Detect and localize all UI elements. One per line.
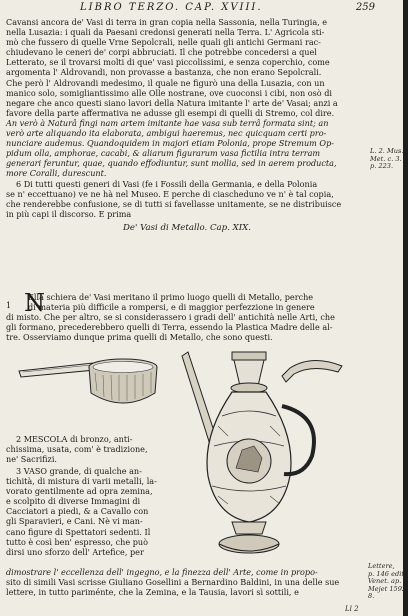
text-line: chissima, usata, com' è tradizione, — [6, 444, 148, 455]
paragraph-3 — [6, 466, 176, 557]
text-line: tichità, di mistura di varii metalli, la- — [6, 476, 157, 487]
text-line: 2 MESCOLA di bronzo, anti- — [16, 434, 133, 444]
paragraph-number: 1 — [6, 300, 12, 310]
latin-quote-line: more Coralli, durescunt. — [6, 168, 107, 179]
text-line: chiudevano le ceneri de' corpi abbruciati. Il che potrebbe concedersi a quel — [6, 47, 317, 58]
text-line: Che però l' Aldrovandi medesimo, il quale ne figurò una della Lusazia, con un — [6, 77, 325, 88]
text-line: tre. Osserviamo dunque prima quelli di Metallo, che sono questi. — [6, 332, 273, 343]
text-line: dimostrare l' eccellenza dell' ingegno, e la finezza dell' Arte, come in propo- — [6, 567, 318, 577]
latin-quote-line: verò arte aliquando ita elaborata, ambigui haeremus, nec quicquam certi pro- — [6, 128, 327, 139]
text-line: nella Lusazia: i quali da Paesani credonsi generati nella Terra. L' Agricola sti- — [6, 27, 325, 38]
margin-note-line: 8. — [368, 592, 375, 601]
text-line: di materia più difficile a rompersi, e di maggior perfezzione in genere — [28, 302, 315, 313]
section-heading: De' Vasi di Metallo. Cap. XIX. — [123, 222, 251, 233]
margin-note-line: L. 2. Mus. — [370, 147, 404, 155]
latin-quote-line: nunciare audemus. Quandoquidem in majori etiam Polonia, prope Stremum Op- — [6, 138, 334, 149]
text-line: sito di simili Vasi scrisse Giuliano Gosellini a Bernardino Baldini, in una delle sue — [6, 577, 340, 588]
text-line: ne' Sacrifizi. — [6, 454, 57, 465]
margin-note-line: Mejet 1592. — [368, 584, 408, 593]
text-line: negare che anco questi siano lavori della Natura imitante l' arte de' Vasai; anzi a — [6, 97, 338, 108]
text-line: se n' eccettuano) ve ne hà nel Museo. E perche di ciascheduno ve n' è tal copia, — [6, 188, 334, 199]
text-line: Ella schiera de' Vasi meritano il primo luogo quelli di Metallo, perche — [28, 292, 314, 302]
text-line: lettere, in tutto pariménte, che la Zemina, e la Tausia, lavori sì sottili, e — [6, 587, 299, 598]
text-line: Cacciatori a piedi, & a Cavallo con — [6, 506, 149, 517]
latin-quote-line: pidum olla, amphorae, cacabi, & aliarum figurarum vasa fictilia intra terram — [6, 148, 321, 159]
paragraph-2 — [6, 434, 176, 464]
text-line: gli formano, precederebbero quelli di Terra, essendo la Plastica Madre delle al- — [6, 322, 333, 333]
latin-quote-line: An verò à Naturâ fingi nam artem imitante hae vasa sub terrâ formata sint; an — [6, 117, 329, 128]
text-line: in più capi il discorso. E prima — [6, 208, 132, 219]
text-line: Cavansi ancora de' Vasi di terra in gran copia nella Sassonia, nella Turingia, e — [6, 17, 328, 27]
text-line: 6 Di tutti questi generi di Vasi (fe i Fossili della Germania, e della Polonia — [16, 178, 318, 189]
text-line: cano figure di Spettatori sedenti. Il — [6, 526, 151, 537]
text-line: dirsi uno sforzo dell' Artefice, per — [6, 546, 144, 557]
margin-note-top — [370, 148, 403, 171]
chapter-paragraph-1 — [6, 289, 368, 343]
text-line: argomenta l' Aldrovandi, non provasse a bastanza, che non erano Sepolcrali. — [6, 67, 322, 78]
drop-cap: N — [24, 289, 45, 317]
text-block-bottom — [6, 567, 366, 597]
text-line: gli Sparavieri, e Cani. Nè vi man- — [6, 516, 143, 527]
margin-note-line: Lettere, — [368, 562, 395, 570]
text-line: tutto è così ben' espresso, che può — [6, 536, 148, 547]
text-line: che renderebbe confusione, se di tutti si favellasse unitamente, se ne distribuisce — [6, 198, 342, 209]
text-line: vorato gentilmente ad opra zemina, — [6, 486, 153, 497]
latin-quote-line: generari feruntur, quae, quando effodiuntur, sunt mollia, sed in aerem producta, — [6, 158, 337, 169]
running-header — [30, 2, 375, 16]
signature-mark: Ll 2 — [345, 605, 359, 613]
margin-note-line: Met. c. 3. — [370, 154, 402, 163]
margin-note-line: p. 223. — [370, 162, 394, 171]
text-block-top — [6, 17, 368, 235]
margin-note-bottom — [368, 563, 408, 601]
text-line: favore della parte affermativa ne adusse gli esempi di quelli di Stremo, col dire. — [6, 107, 335, 118]
margin-note-line: Venet. ap. — [368, 577, 402, 586]
text-line: e scolpito di diverse Immagini di — [6, 496, 141, 507]
text-line: manico solo, somigliantissimo alle Olle nostrane, ove cuoconsi i cibi, non osò di — [6, 87, 333, 98]
text-line: mò che fussero di quelle Vrne Sepolcrali, nelle quali gli antichi Germani rac- — [6, 37, 321, 48]
text-line: Letterato, se il trovarsi molti di que' vasi piccolissimi, e senza coperchio, come — [6, 57, 330, 68]
ladle-illustration — [15, 353, 165, 423]
text-line: di misto. Che per altro, se si considerassero i gradi dell' antichità nelle Arti, che — [6, 312, 335, 323]
margin-note-line: p. 146 edit. — [368, 569, 407, 578]
running-title: LIBRO TERZO. CAP. XVIII. — [80, 2, 263, 13]
text-line: 3 VASO grande, di qualche an- — [16, 466, 142, 476]
page-number: 259 — [355, 2, 375, 13]
ewer-illustration — [162, 346, 342, 566]
